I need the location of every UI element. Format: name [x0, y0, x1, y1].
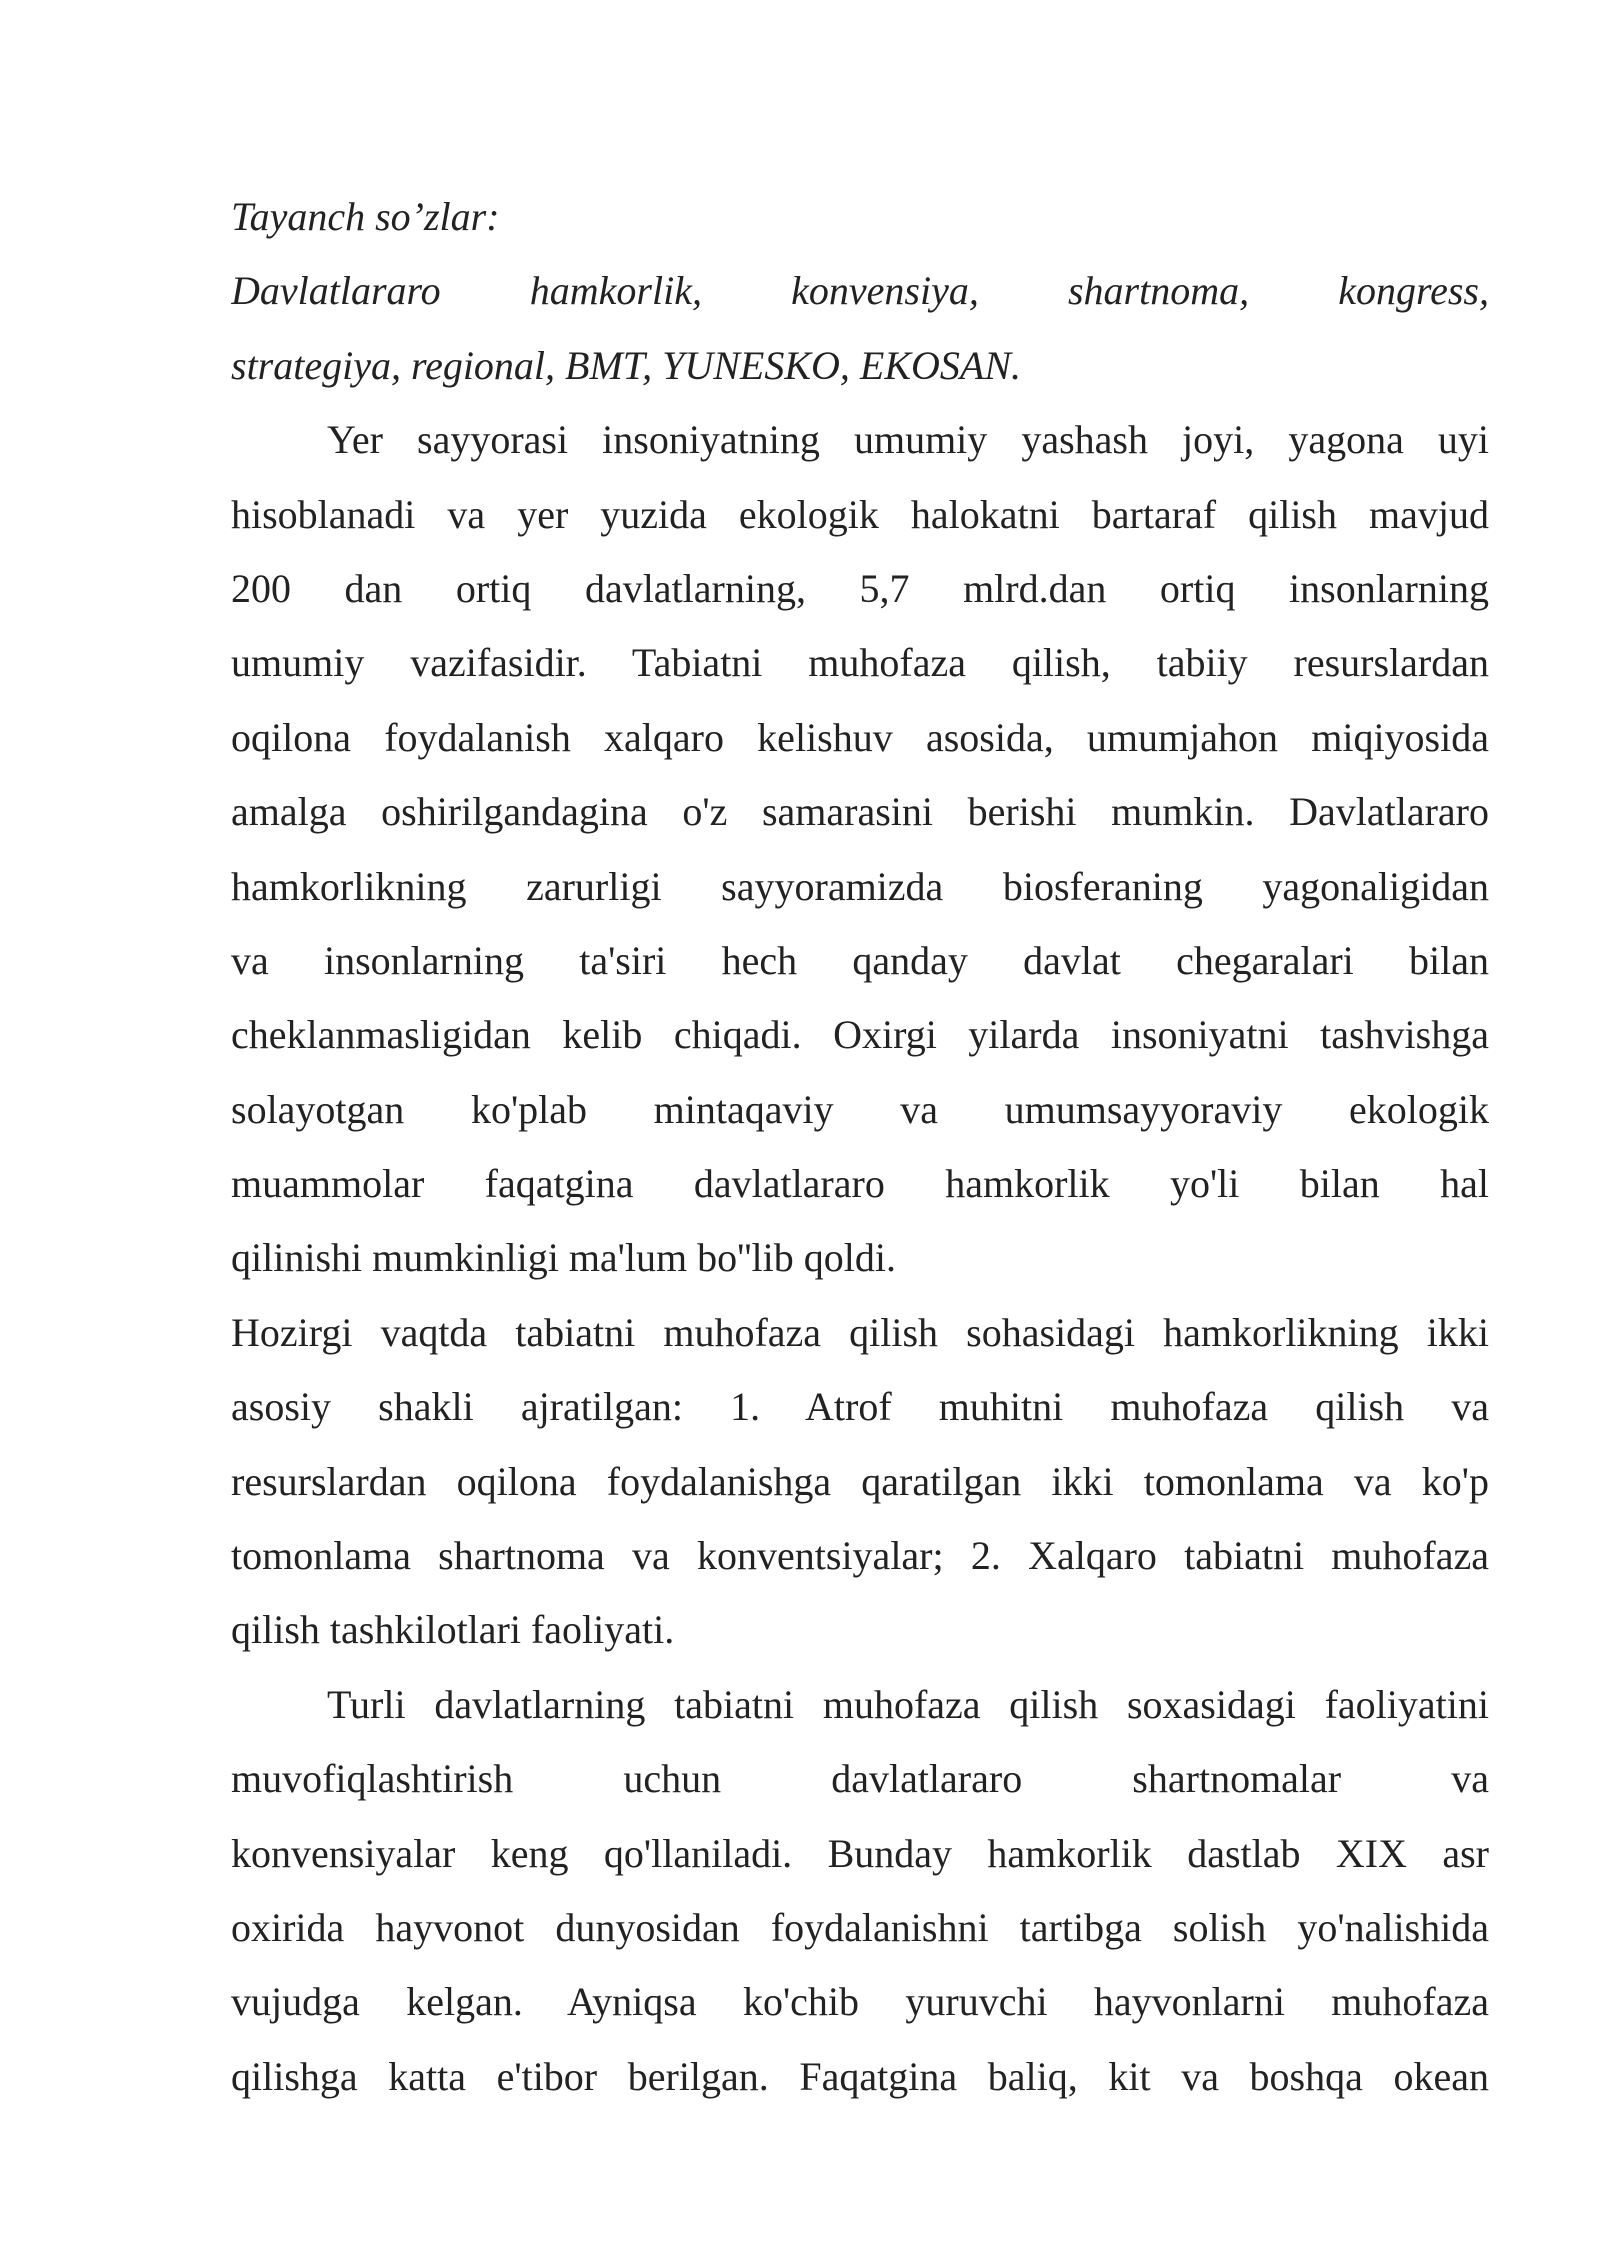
- keywords-line: strategiya, regional, BMT, YUNESKO, EKOSAN.: [231, 342, 1021, 388]
- paragraph: [231, 1296, 1489, 1668]
- paragraph-line: amalga oshirilgandagina o'z samarasini berishi mumkin. Davlatlararo: [231, 789, 1489, 835]
- paragraph-line: qilish tashkilotlari faoliyati.: [231, 1607, 675, 1653]
- paragraph-line: vujudga kelgan. Ayniqsa ko'chib yuruvchi hayvonlarni muhofaza: [231, 1979, 1489, 2025]
- paragraph-line: tomonlama shartnoma va konventsiyalar; 2. Xalqaro tabiatni muhofaza: [231, 1533, 1489, 1579]
- paragraph-line: hisoblanadi va yer yuzida ekologik halokatni bartaraf qilish mavjud: [231, 491, 1489, 537]
- paragraph-line: Yer sayyorasi insoniyatning umumiy yashash joyi, yagona uyi: [327, 417, 1489, 463]
- paragraph-line: umumiy vazifasidir. Tabiatni muhofaza qilish, tabiiy resurslardan: [231, 640, 1489, 686]
- paragraph-line: cheklanmasligidan kelib chiqadi. Oxirgi yilarda insoniyatni tashvishga: [231, 1012, 1489, 1058]
- document-body: [231, 180, 1489, 2114]
- paragraph-line: muvofiqlashtirish uchun davlatlararo shartnomalar va: [231, 1756, 1489, 1802]
- paragraph-line: qilishga katta e'tibor berilgan. Faqatgina baliq, kit va boshqa okean: [231, 2053, 1489, 2099]
- paragraph-line: 200 dan ortiq davlatlarning, 5,7 mlrd.dan ortiq insonlarning: [231, 565, 1489, 611]
- paragraph-line: konvensiyalar keng qo'llaniladi. Bunday hamkorlik dastlab XIX asr: [231, 1830, 1489, 1876]
- paragraph-line: asosiy shakli ajratilgan: 1. Atrof muhitni muhofaza qilish va: [231, 1384, 1489, 1430]
- paragraph-line: Hozirgi vaqtda tabiatni muhofaza qilish sohasidagi hamkorlikning ikki: [231, 1309, 1489, 1355]
- paragraph-line: solayotgan ko'plab mintaqaviy va umumsayyoraviy ekologik: [231, 1086, 1489, 1132]
- paragraph: [231, 1668, 1489, 2114]
- paragraph-line: Turli davlatlarning tabiatni muhofaza qilish soxasidagi faoliyatini: [327, 1681, 1489, 1727]
- paragraph-line: oqilona foydalanish xalqaro kelishuv asosida, umumjahon miqiyosida: [231, 714, 1489, 760]
- keywords-heading: Tayanch so’zlar:: [231, 194, 500, 239]
- paragraph-line: qilinishi mumkinligi ma'lum bo''lib qoldi.: [231, 1235, 896, 1281]
- keywords-line: Davlatlararo hamkorlik, konvensiya, shartnoma, kongress,: [231, 268, 1489, 314]
- paragraph-line: hamkorlikning zarurligi sayyoramizda biosferaning yagonaligidan: [231, 863, 1489, 909]
- paragraph-line: oxirida hayvonot dunyosidan foydalanishni tartibga solish yo'nalishida: [231, 1904, 1489, 1950]
- paragraph-line: resurslardan oqilona foydalanishga qaratilgan ikki tomonlama va ko'p: [231, 1458, 1489, 1504]
- paragraph: [231, 403, 1489, 1296]
- paragraph-line: muammolar faqatgina davlatlararo hamkorlik yo'li bilan hal: [231, 1161, 1489, 1207]
- paragraph-line: va insonlarning ta'siri hech qanday davlat chegaralari bilan: [231, 937, 1489, 983]
